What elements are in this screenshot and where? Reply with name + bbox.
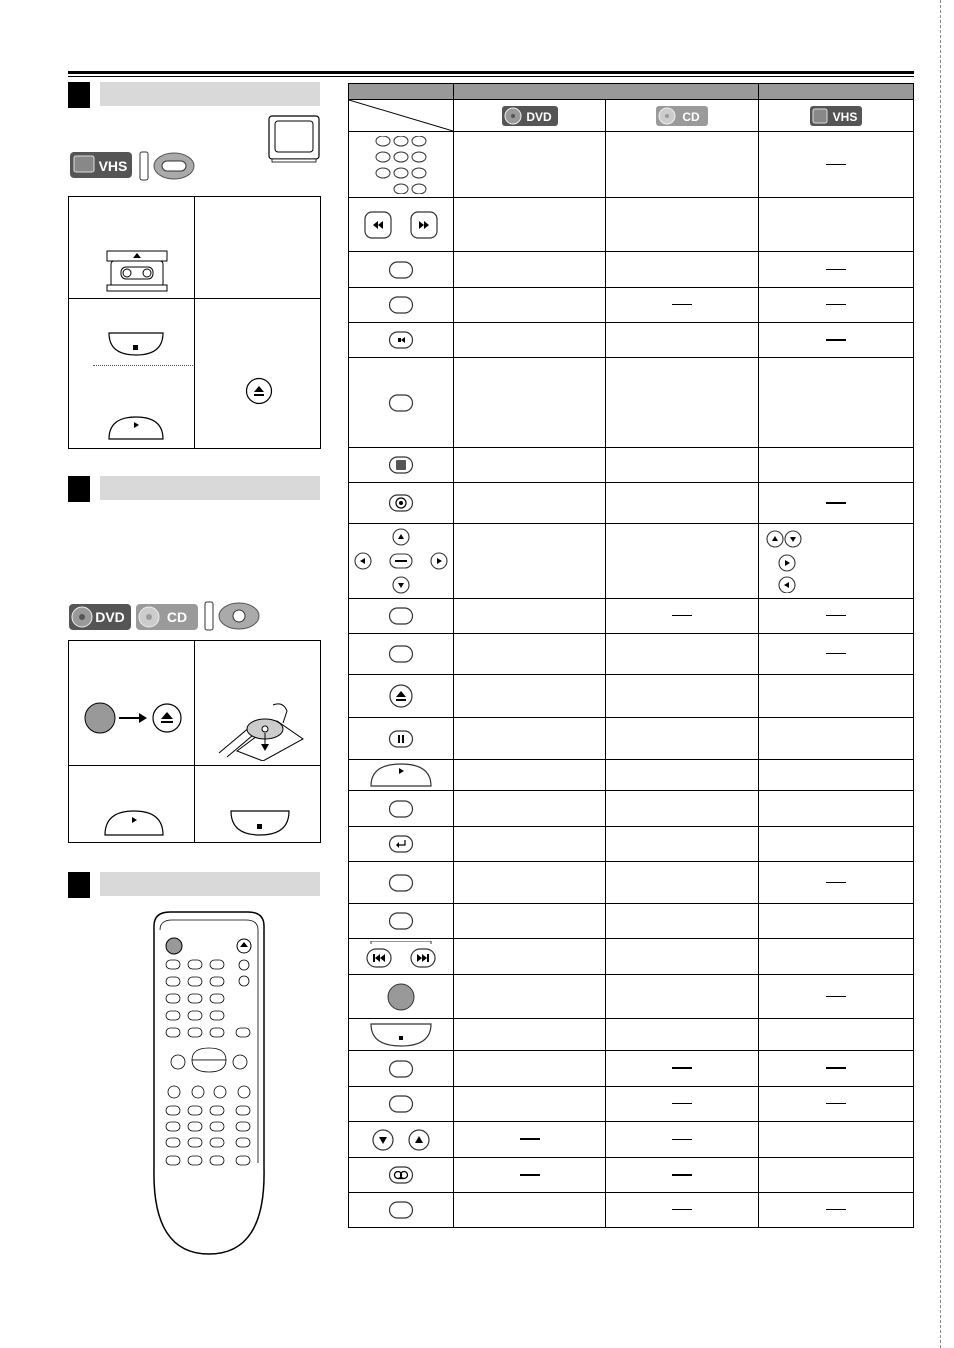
header-disc-col (454, 84, 759, 100)
dvd-logo-text: DVD (95, 609, 125, 625)
header-button-col (349, 84, 454, 100)
cd-logo-text: CD (166, 609, 188, 625)
not-available-dash (826, 164, 846, 165)
vhs-cell (759, 862, 914, 904)
table-row (349, 448, 914, 483)
vhs-cell (759, 524, 914, 599)
dvd-cell (454, 975, 606, 1019)
table-row (349, 760, 914, 791)
vhs-cell (759, 1019, 914, 1051)
table-row (349, 939, 914, 975)
not-available-dash (826, 1103, 846, 1104)
table-row (349, 524, 914, 599)
cd-cell (606, 358, 759, 448)
table-row (349, 323, 914, 358)
cd-cell (606, 1122, 759, 1158)
section-3-number (68, 872, 90, 898)
tv-icon (268, 115, 320, 163)
vhs-cell (759, 675, 914, 718)
cd-cell (606, 323, 759, 358)
table-row (349, 975, 914, 1019)
cd-cell (606, 718, 759, 760)
vhs-cell (759, 827, 914, 862)
cd-cell (606, 862, 759, 904)
cd-cell (606, 132, 759, 198)
table-row (349, 198, 914, 252)
table-row (349, 1087, 914, 1122)
disc-stop-button-illustration (229, 809, 291, 837)
vhs-cell (759, 483, 914, 524)
vhs-cell (759, 939, 914, 975)
vhs-cell (759, 288, 914, 323)
disc-play-button-illustration (103, 809, 165, 837)
table-row (349, 252, 914, 288)
skip-icon (349, 939, 454, 975)
stop-square-icon (349, 448, 454, 483)
not-available-dash (826, 304, 846, 305)
section-1-title-bar (100, 82, 320, 106)
button-icon (349, 358, 454, 448)
vhs-cell (759, 1158, 914, 1193)
table-row (349, 599, 914, 634)
not-available-dash (826, 339, 846, 341)
dvd-cell (454, 198, 606, 252)
vhs-cell (759, 1051, 914, 1087)
power-then-eject-illustration (83, 701, 183, 735)
table-row (349, 483, 914, 524)
not-available-dash (672, 615, 692, 616)
cut-line (940, 0, 941, 1348)
vcr-icon (349, 1158, 454, 1193)
cd-cell (606, 1051, 759, 1087)
dvd-cell (454, 1193, 606, 1228)
header-diagonal-cell (349, 100, 454, 132)
vhs-cell (759, 1122, 914, 1158)
vhs-cell (759, 634, 914, 675)
dvd-cell (454, 252, 606, 288)
section-3-title-bar (100, 872, 320, 896)
section-1-steps-box (68, 196, 321, 449)
table-row (349, 791, 914, 827)
cd-cell (606, 791, 759, 827)
button-icon (349, 252, 454, 288)
not-available-dash (826, 502, 846, 504)
top-rule (68, 71, 914, 74)
dvd-cell (454, 1158, 606, 1193)
vhs-logo (68, 150, 134, 180)
table-row (349, 827, 914, 862)
dvd-cell (454, 791, 606, 827)
table-row (349, 675, 914, 718)
dvd-cell (454, 718, 606, 760)
dvd-cell (454, 904, 606, 939)
col-cd-text: CD (682, 109, 700, 124)
section-2-steps-box (68, 640, 321, 843)
dvd-cell (454, 827, 606, 862)
dvd-cell (454, 760, 606, 791)
table-row (349, 1051, 914, 1087)
rewind-ffwd-icon (349, 198, 454, 252)
table-row (349, 862, 914, 904)
eject-button-illustration (245, 377, 273, 405)
cd-cell (606, 524, 759, 599)
play-button-illustration (107, 415, 165, 441)
vhs-direction-keys-icon (763, 529, 823, 593)
dvd-cell (454, 675, 606, 718)
dvd-cell (454, 132, 606, 198)
dvd-cell (454, 288, 606, 323)
cd-cell (606, 1193, 759, 1228)
vcr-cassette-insert-illustration (105, 247, 169, 293)
cd-cell (606, 904, 759, 939)
number-pad-icon (349, 132, 454, 198)
table-row (349, 904, 914, 939)
slow-icon (349, 323, 454, 358)
button-icon (349, 288, 454, 323)
pause-icon (349, 718, 454, 760)
cd-cell (606, 483, 759, 524)
section-2-number (68, 476, 90, 502)
cd-cell (606, 198, 759, 252)
vhs-cell (759, 448, 914, 483)
section-2-title-bar (100, 476, 320, 500)
cd-cell (606, 1019, 759, 1051)
cd-cell (606, 448, 759, 483)
not-available-dash (826, 1067, 846, 1069)
button-icon (349, 634, 454, 675)
col-dvd (454, 100, 606, 132)
cd-cell (606, 599, 759, 634)
vhs-cell (759, 252, 914, 288)
dvd-cell (454, 1051, 606, 1087)
return-icon (349, 827, 454, 862)
cd-cell (606, 675, 759, 718)
not-available-dash (520, 1174, 540, 1176)
dvd-cell (454, 1122, 606, 1158)
not-available-dash (672, 1067, 692, 1069)
button-icon (349, 599, 454, 634)
cd-cell (606, 288, 759, 323)
not-available-dash (826, 996, 846, 997)
stop-button-illustration (107, 331, 165, 357)
cd-cell (606, 939, 759, 975)
button-icon (349, 1087, 454, 1122)
eject-icon (349, 675, 454, 718)
col-dvd-text: DVD (525, 109, 552, 124)
vhs-cell (759, 1193, 914, 1228)
button-function-table (348, 83, 914, 1228)
vhs-cell (759, 358, 914, 448)
dvd-cell (454, 939, 606, 975)
record-icon (349, 483, 454, 524)
section-1-number (68, 82, 90, 108)
direction-pad-icon (349, 524, 454, 599)
cd-cell (606, 252, 759, 288)
table-row (349, 1122, 914, 1158)
not-available-dash (520, 1138, 540, 1140)
dvd-cell (454, 599, 606, 634)
vhs-cell (759, 198, 914, 252)
power-icon (349, 975, 454, 1019)
top-rule-thin (68, 76, 914, 77)
vhs-cell (759, 791, 914, 827)
disc-insert-illustration (217, 691, 307, 761)
col-vhs-text: VHS (832, 109, 858, 124)
dvd-cell (454, 323, 606, 358)
remote-disc-icon (203, 600, 261, 632)
cd-cell (606, 975, 759, 1019)
dvd-cell (454, 1019, 606, 1051)
vhs-cell (759, 904, 914, 939)
table-row (349, 1019, 914, 1051)
cd-cell (606, 1087, 759, 1122)
not-available-dash (826, 882, 846, 883)
button-icon (349, 791, 454, 827)
dvd-cell (454, 634, 606, 675)
play-icon (349, 760, 454, 791)
table-row (349, 288, 914, 323)
cd-cell (606, 1158, 759, 1193)
not-available-dash (672, 1103, 692, 1104)
col-vhs (759, 100, 914, 132)
not-available-dash (672, 1174, 692, 1176)
vhs-cell (759, 760, 914, 791)
table-row (349, 358, 914, 448)
remote-vcr-icon (138, 150, 196, 182)
remote-control-illustration (148, 908, 270, 1258)
vhs-cell (759, 599, 914, 634)
vhs-cell (759, 132, 914, 198)
dvd-cell (454, 1087, 606, 1122)
table-row (349, 1158, 914, 1193)
button-icon (349, 1051, 454, 1087)
header-tape-col (759, 84, 914, 100)
not-available-dash (826, 653, 846, 654)
vhs-cell (759, 718, 914, 760)
dvd-cell (454, 448, 606, 483)
button-icon (349, 1193, 454, 1228)
not-available-dash (826, 269, 846, 270)
button-icon (349, 862, 454, 904)
not-available-dash (672, 1139, 692, 1140)
cd-cell (606, 634, 759, 675)
vhs-cell (759, 1087, 914, 1122)
dvd-logo (68, 603, 132, 631)
vhs-cell (759, 975, 914, 1019)
cd-logo (135, 603, 199, 631)
cd-cell (606, 827, 759, 862)
vhs-logo-text: VHS (98, 158, 128, 174)
stop-icon (349, 1019, 454, 1051)
col-cd (606, 100, 759, 132)
dvd-cell (454, 483, 606, 524)
table-row (349, 1193, 914, 1228)
button-icon (349, 904, 454, 939)
not-available-dash (672, 1209, 692, 1210)
table-row (349, 718, 914, 760)
table-row (349, 634, 914, 675)
dvd-cell (454, 862, 606, 904)
dvd-cell (454, 358, 606, 448)
not-available-dash (672, 304, 692, 305)
dvd-cell (454, 524, 606, 599)
vhs-cell (759, 323, 914, 358)
table-row (349, 132, 914, 198)
cd-cell (606, 760, 759, 791)
channel-arrows-icon (349, 1122, 454, 1158)
not-available-dash (826, 615, 846, 616)
not-available-dash (826, 1209, 846, 1210)
